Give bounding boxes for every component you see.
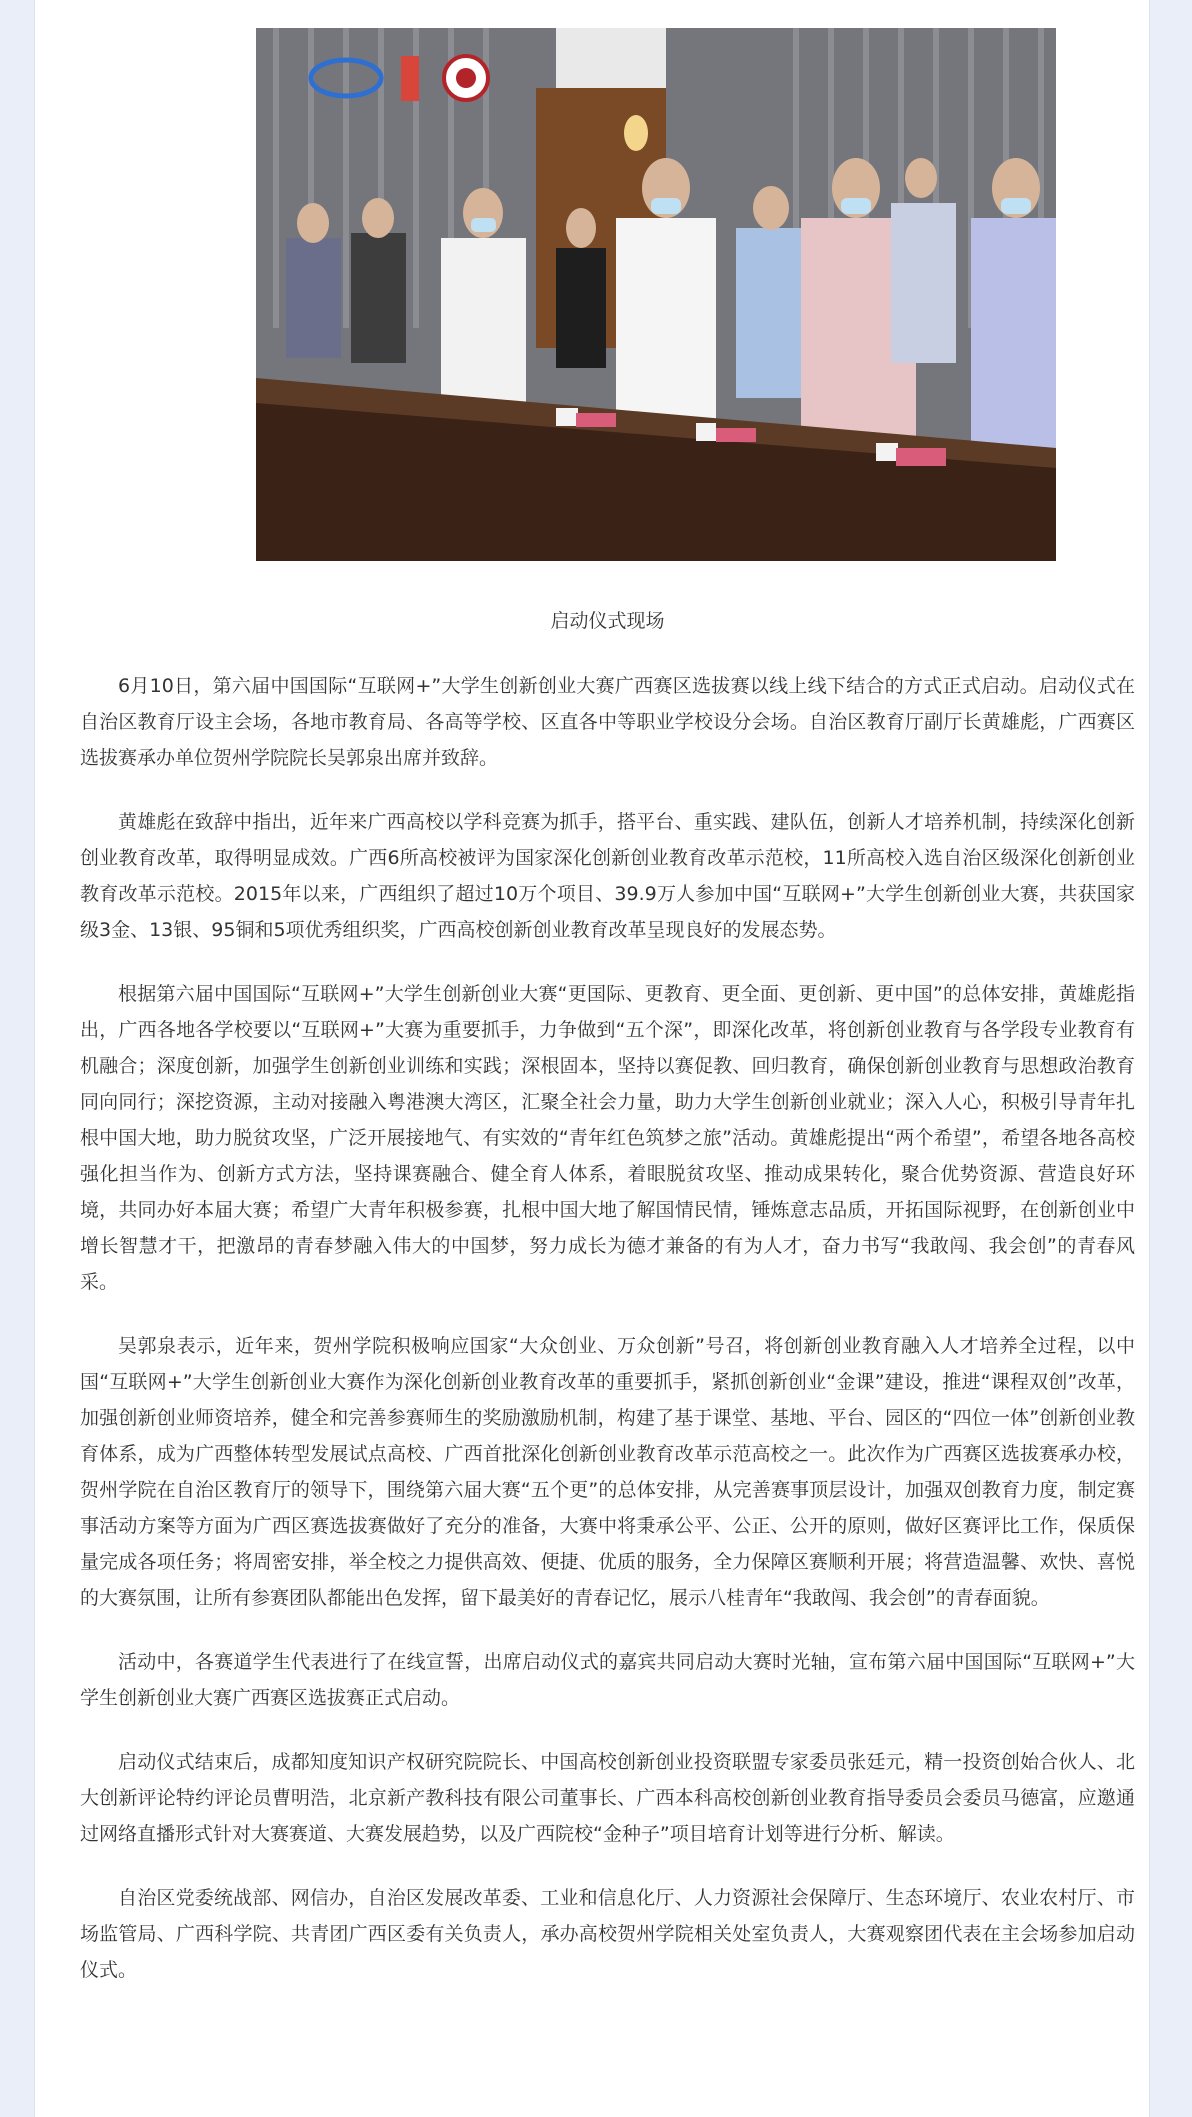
paragraph-6: 启动仪式结束后，成都知度知识产权研究院院长、中国高校创新创业投资联盟专家委员张廷元，精一投资创始合伙人、北大创新评论特约评论员曹明浩，北京新产教科技有限公司董事长、广西本科高校创新创业教育指导委员会委员马德富，应邀通过网络直播形式针对大赛赛道、大赛发展趋势，以及广西院校“金种子”项目培育计划等进行分析、解读。 — [80, 1751, 1135, 1845]
paragraph-5: 活动中，各赛道学生代表进行了在线宣誓，出席启动仪式的嘉宾共同启动大赛时光轴，宣布第六届中国国际“互联网+”大学生创新创业大赛广西赛区选拔赛正式启动。 — [80, 1651, 1135, 1709]
paragraph-1: 6月10日，第六届中国国际“互联网+”大学生创新创业大赛广西赛区选拔赛以线上线下结合的方式正式启动。启动仪式在自治区教育厅设主会场，各地市教育局、各高等学校、区直各中等职业学校设分会场。自治区教育厅副厅长黄雄彪，广西赛区选拔赛承办单位贺州学院院长吴郭泉出席并致辞。 — [80, 675, 1135, 769]
paragraph-7: 自治区党委统战部、网信办，自治区发展改革委、工业和信息化厅、人力资源社会保障厅、生态环境厅、农业农村厅、市场监管局、广西科学院、共青团广西区委有关负责人，承办高校贺州学院相关处室负责人，大赛观察团代表在主会场参加启动仪式。 — [80, 1887, 1135, 1981]
paragraph-4: 吴郭泉表示，近年来，贺州学院积极响应国家“大众创业、万众创新”号召，将创新创业教育融入人才培养全过程，以中国“互联网+”大学生创新创业大赛作为深化创新创业教育改革的重要抓手，紧抓创新创业“金课”建设，推进“课程双创”改革，加强创新创业师资培养，健全和完善参赛师生的奖励激励机制，构建了基于课堂、基地、平台、园区的“四位一体”创新创业教育体系，成为广西整体转型发展试点高校、广西首批深化创新创业教育改革示范高校之一。此次作为广西赛区选拔赛承办校，贺州学院在自治区教育厅的领导下，围绕第六届大赛“五个更”的总体安排，从完善赛事顶层设计，加强双创教育力度，制定赛事活动方案等方面为广西区赛选拔赛做好了充分的准备，大赛中将秉承公平、公正、公开的原则，做好区赛评比工作，保质保量完成各项任务；将周密安排，举全校之力提供高效、便捷、优质的服务，全力保障区赛顺利开展；将营造温馨、欢快、喜悦的大赛氛围，让所有参赛团队都能出色发挥，留下最美好的青春记忆，展示八桂青年“我敢闯、我会创”的青春面貌。 — [80, 1335, 1135, 1609]
paragraph-2: 黄雄彪在致辞中指出，近年来广西高校以学科竞赛为抓手，搭平台、重实践、建队伍，创新人才培养机制，持续深化创新创业教育改革，取得明显成效。广西6所高校被评为国家深化创新创业教育改革示范校，11所高校入选自治区级深化创新创业教育改革示范校。2015年以来，广西组织了超过10万个项目、39.9万人参加中国“互联网+”大学生创新创业大赛，共获国家级3金、13银、95铜和5项优秀组织奖，广西高校创新创业教育改革呈现良好的发展态势。 — [80, 811, 1135, 941]
page-container — [34, 0, 1150, 2117]
meeting-photo — [256, 28, 1056, 561]
photo-caption: 启动仪式现场 — [550, 610, 665, 632]
article-paragraphs — [80, 668, 1135, 2016]
paragraph-3: 根据第六届中国国际“互联网+”大学生创新创业大赛“更国际、更教育、更全面、更创新、更中国”的总体安排，黄雄彪指出，广西各地各学校要以“互联网+”大赛为重要抓手，力争做到“五个深”，即深化改革，将创新创业教育与各学段专业教育有机融合；深度创新，加强学生创新创业训练和实践；深根固本，坚持以赛促教、回归教育，确保创新创业教育与思想政治教育同向同行；深挖资源，主动对接融入粤港澳大湾区，汇聚全社会力量，助力大学生创新创业就业；深入人心，积极引导青年扎根中国大地，助力脱贫攻坚，广泛开展接地气、有实效的“青年红色筑梦之旅”活动。黄雄彪提出“两个希望”，希望各地各高校强化担当作为、创新方式方法，坚持课赛融合、健全育人体系，着眼脱贫攻坚、推动成果转化，聚合优势资源、营造良好环境，共同办好本届大赛；希望广大青年积极参赛，扎根中国大地了解国情民情，锤炼意志品质，开拓国际视野，在创新创业中增长智慧才干，把激昂的青春梦融入伟大的中国梦，努力成长为德才兼备的有为人才，奋力书写“我敢闯、我会创”的青春风采。 — [80, 983, 1135, 1293]
